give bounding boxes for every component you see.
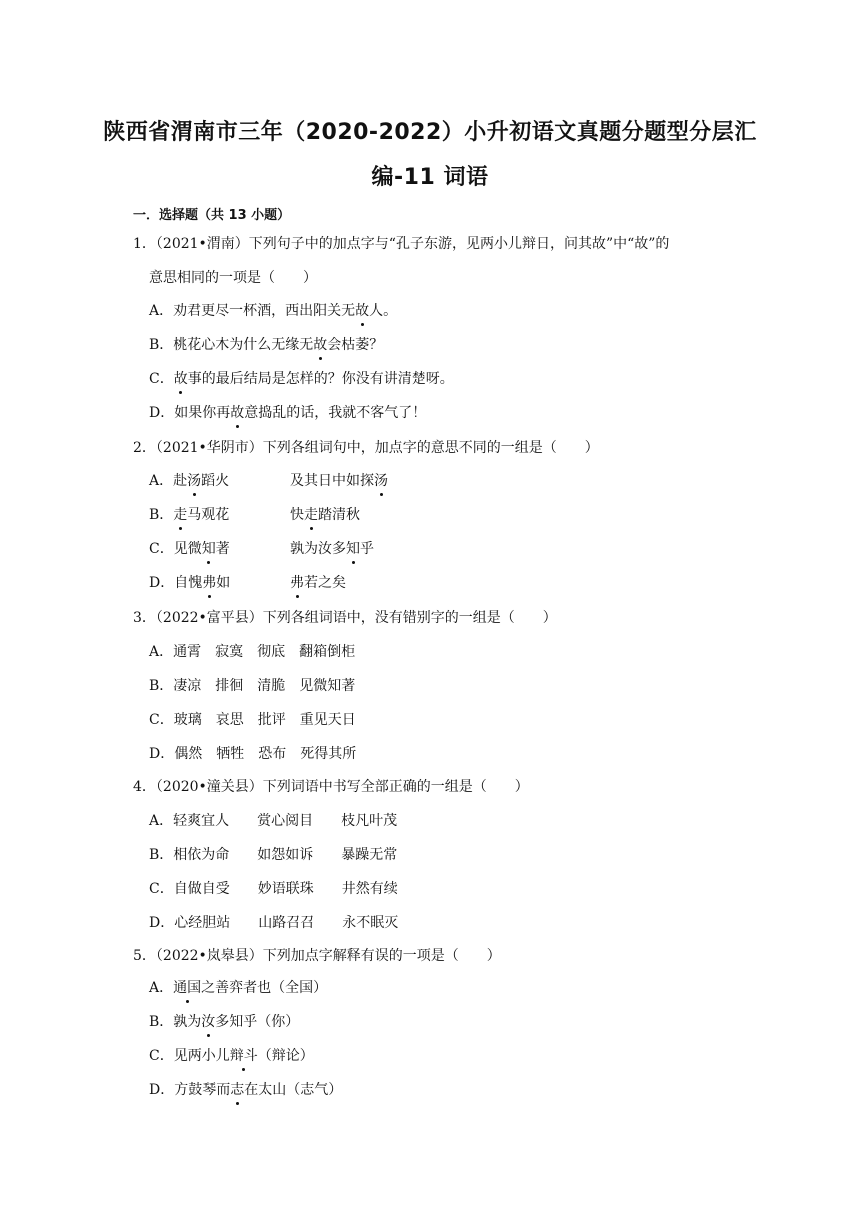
- document-title-line-2: 编-11 词语: [371, 165, 489, 190]
- question-1-option-c: C．故事的最后结局是怎样的？你没有讲清楚呀。: [149, 368, 454, 390]
- question-3-stem: 3．（2022•富平县）下列各组词语中，没有错别字的一组是（ ）: [133, 610, 557, 626]
- dotted-char: 知: [346, 538, 360, 560]
- dotted-char: 走: [304, 504, 318, 526]
- document-title-line-1: 陕西省渭南市三年（2020-2022）小升初语文真题分题型分层汇: [103, 120, 757, 145]
- question-1-option-a: A．劝君更尽一杯酒，西出阳关无故人。: [149, 300, 397, 322]
- question-3-option-b: B．凄凉 排徊 清脆 见微知著: [149, 678, 356, 694]
- question-1-stem-continued: 意思相同的一项是（ ）: [149, 270, 317, 286]
- dotted-char: 故: [313, 334, 327, 356]
- dotted-char: 通国: [173, 977, 201, 999]
- question-3-option-a: A．通霄 寂寞 彻底 翻箱倒柜: [149, 644, 356, 660]
- question-2-stem: 2．（2021•华阴市）下列各组词句中，加点字的意思不同的一组是（ ）: [133, 440, 599, 456]
- dotted-char: 弗: [290, 572, 304, 594]
- question-1-option-b: B．桃花心木为什么无缘无故会枯萎？: [149, 334, 383, 356]
- question-4-option-a: A．轻爽宜人 赏心阅目 枝凡叶茂: [149, 813, 398, 829]
- dotted-char: 辩斗: [230, 1045, 258, 1067]
- dotted-char: 志: [230, 1079, 244, 1101]
- question-2-option-a: A．赴汤蹈火: [149, 470, 229, 492]
- question-3-option-d: D．偶然 牺牲 恐布 死得其所: [149, 746, 357, 762]
- question-2-option-b: B．走马观花: [149, 504, 229, 526]
- dotted-char: 汤: [187, 470, 201, 492]
- dotted-char: 知: [202, 538, 216, 560]
- question-2-option-c: C．见微知著: [149, 538, 230, 560]
- question-5-option-a: A．通国之善弈者也（全国）: [149, 977, 327, 999]
- question-4-stem: 4．（2020•潼关县）下列词语中书写全部正确的一组是（ ）: [133, 779, 529, 795]
- question-5-option-d: D．方鼓琴而志在太山（志气）: [149, 1079, 342, 1101]
- question-2-option-d-pair: 弗若之矣: [290, 572, 346, 594]
- question-4-option-b: B．相依为命 如怨如诉 暴躁无常: [149, 847, 398, 863]
- dotted-char: 汝: [201, 1011, 215, 1033]
- question-2-option-a-pair: 及其日中如探汤: [290, 470, 388, 492]
- question-5-option-c: C．见两小儿辩斗（辩论）: [149, 1045, 314, 1067]
- question-3-option-c: C．玻璃 哀思 批评 重见天日: [149, 712, 356, 728]
- dotted-char: 走: [173, 504, 187, 526]
- dotted-char: 弗: [202, 572, 216, 594]
- section-heading: 一．选择题（共 13 小题）: [133, 208, 291, 223]
- question-4-option-d: D．心经胆站 山路召召 永不眠灭: [149, 915, 399, 931]
- question-1-option-d: D．如果你再故意捣乱的话，我就不客气了！: [149, 402, 426, 424]
- question-5-option-b: B．孰为汝多知乎（你）: [149, 1011, 299, 1033]
- dotted-char: 故: [230, 402, 244, 424]
- dotted-char: 故: [355, 300, 369, 322]
- question-4-option-c: C．自做自受 妙语联珠 井然有续: [149, 881, 398, 897]
- question-2-option-c-pair: 孰为汝多知乎: [290, 538, 374, 560]
- dotted-char: 汤: [374, 470, 388, 492]
- dotted-char: 故: [174, 368, 188, 390]
- question-2-option-d: D．自愧弗如: [149, 572, 230, 594]
- question-2-option-b-pair: 快走踏清秋: [290, 504, 360, 526]
- question-5-stem: 5．（2022•岚皋县）下列加点字解释有误的一项是（ ）: [133, 948, 501, 964]
- question-1-stem: 1．（2021•渭南）下列句子中的加点字与“孔子东游，见两小儿辩日，问其故”中“故”的: [133, 236, 670, 252]
